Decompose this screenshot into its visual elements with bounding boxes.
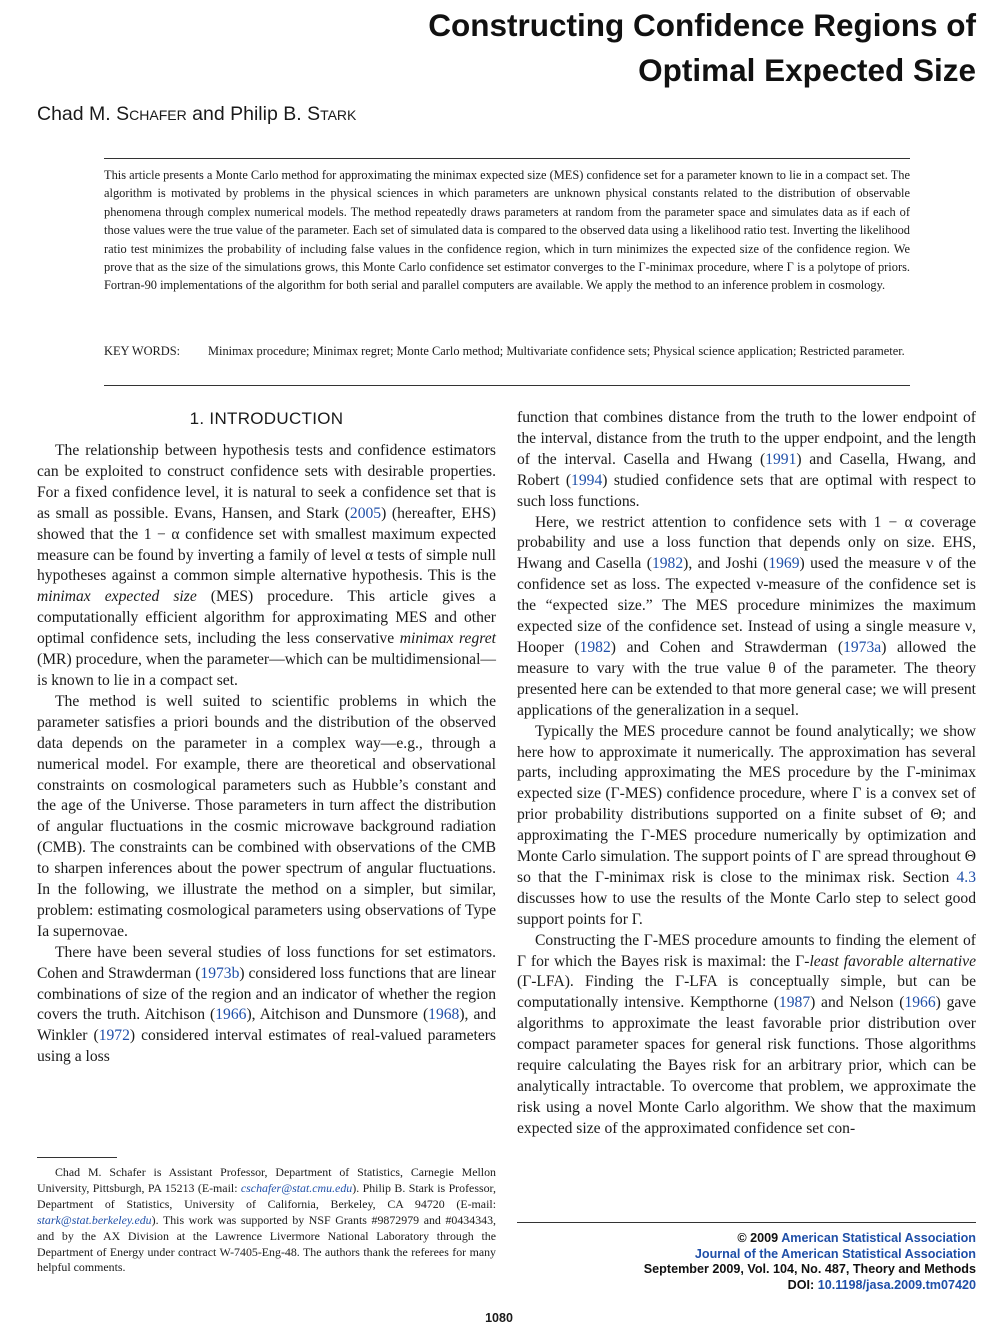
citation-link[interactable]: 1969	[768, 555, 800, 573]
title-line-1: Constructing Confidence Regions of	[428, 7, 976, 43]
citation-link[interactable]: 2005	[349, 504, 382, 522]
citation-link[interactable]: 1972	[98, 1027, 130, 1045]
issue-info: September 2009, Vol. 104, No. 487, Theory and Methods	[643, 1262, 976, 1277]
citation-link[interactable]: 1973b	[200, 964, 240, 982]
copyright-block	[517, 1231, 976, 1294]
intro-paragraph-6: Constructing the Γ-MES procedure amounts to finding the element of Γ for which the Bayes risk is maximal: the Γ-least favorable alternative (Γ-LFA). Finding the Γ-LFA is conceptually simple, but can be computationally intensive. Kempthorne (1987) and Nelson (1966) gave algorithms to approximate the least favorable prior distribution over compact parameter spaces for general risk functions. Those algorithms require calculating the Bayes risk for an arbitrary prior, which can be analytically intractable. To overcome that problem, we approximate the risk using a novel Monte Carlo algorithm. We show that the maximum expected size of the approximated confidence set con-	[517, 931, 977, 1137]
intro-paragraph-4: Here, we restrict attention to confidence sets with 1 − α coverage probability and use a loss function that depends only on size. EHS, Hwang and Casella (1982), and Joshi (1969) used the measure ν of the confidence set as loss. The expected ν-measure of the confidence set is the “expected size.” The MES procedure minimizes the maximum expected size of the confidence set. Instead of using a single measure ν, Hooper (1982) and Cohen and Strawderman (1973a) allowed the measure to vary with the true value θ of the parameter. The theory presented here can be extended to that more general case; we will present applications of the generalization in a sequel.	[517, 513, 977, 719]
abstract-bottom-rule	[104, 385, 910, 386]
citation-link[interactable]: 1987	[778, 994, 811, 1012]
author-footnote: Chad M. Schafer is Assistant Professor, Department of Statistics, Carnegie Mellon University, Pittsburgh, PA 15213 (E-mail: cschafer@stat.cmu.edu). Philip B. Stark is Professor, Department of Statistics, University of California, Berkeley, CA 94720 (E-mail: stark@stat.berkeley.edu). This work was supported by NSF Grants #9872979 and #0434343, and by the AX Division at the Lawrence Livermore National Laboratory through the Department of Energy under contract W-7405-Eng-48. The authors thank the referees for many helpful comments.	[37, 1165, 496, 1275]
section-link[interactable]: 4.3	[956, 868, 976, 886]
citation-link[interactable]: 1968	[428, 1006, 460, 1024]
doi-label: DOI:	[787, 1278, 815, 1293]
section-heading: 1. INTRODUCTION	[189, 409, 344, 428]
abstract	[104, 166, 910, 295]
abstract-text: This article presents a Monte Carlo method for approximating the minimax expected size (MES) confidence set for a parameter known to lie in a compact set. The algorithm is motivated by problems in the physical sciences in which parameters are unknown physical constants related to the distribution of observable phenomena through complex numerical models. The method repeatedly draws parameters at random from the parameter space and simulates data as if each of those values were the true value of the parameter. Each set of simulated data is compared to the observed data using a likelihood ratio test. Inverting the likelihood ratio test minimizes the probability of including false values in the confidence region, which in turn minimizes the expected size of the confidence region. We prove that as the size of the simulations grows, this Monte Carlo confidence set estimator converges to the Γ-minimax procedure, where Γ is a polytope of priors. Fortran-90 implementations of the algorithm for both serial and parallel computers are available. We apply the method to an inference problem in cosmology.	[104, 168, 910, 293]
citation-link[interactable]: 1982	[579, 638, 611, 656]
intro-paragraph-3-continued: function that combines distance from the truth to the lower endpoint of the interval, distance from the truth to the upper endpoint, and the length of the interval. Casella and Hwang (1991) and Casella, Hwang, and Robert (1994) studied confidence sets that are optimal with respect to such loss functions.	[517, 409, 976, 510]
doi-link[interactable]: 10.1198/jasa.2009.tm07420	[817, 1278, 976, 1293]
left-column	[37, 408, 496, 1068]
publisher-link[interactable]: American Statistical Association	[781, 1231, 976, 1245]
journal-name[interactable]: Journal of the American Statistical Association	[694, 1246, 976, 1261]
keywords	[104, 342, 910, 360]
keywords-value: Minimax procedure; Minimax regret; Monte Carlo method; Multivariate confidence sets; Physical science application; Restricted parameter.	[208, 344, 905, 358]
author-1-last: Schafer	[116, 103, 187, 125]
author-list	[37, 101, 356, 127]
citation-link[interactable]: 1973a	[843, 638, 882, 656]
citation-link[interactable]: 1966	[215, 1006, 247, 1024]
citation-link[interactable]: 1982	[651, 555, 684, 573]
right-column	[517, 408, 976, 1140]
author-2-last: Stark	[307, 103, 357, 125]
intro-paragraph-1: The relationship between hypothesis tests and confidence estimators can be exploited to construct confidence sets with desirable properties. For a fixed confidence level, it is natural to seek a confidence set that is as small as possible. Evans, Hansen, and Stark (2005) (hereafter, EHS) showed that the 1 − α confidence set with smallest maximum expected measure can be found by inverting a family of level α tests of simple null hypotheses against a common simple alternative hypothesis. This is the minimax expected size (MES) procedure. This article gives a computationally efficient algorithm for approximating MES and other optimal confidence sets, including the less conservative minimax regret (MR) procedure, when the parameter—which can be multidimensional—is known to lie in a compact set.	[37, 442, 496, 689]
title-line-2: Optimal Expected Size	[638, 52, 976, 88]
email-link[interactable]: cschafer@stat.cmu.edu	[240, 1180, 353, 1195]
footnote-rule	[37, 1157, 117, 1158]
intro-paragraph-3: There have been several studies of loss functions for set estimators. Cohen and Strawderman (1973b) considered loss functions that are linear combinations of size of the region and an indicator of whether the region covers the truth. Aitchison (1966), Aitchison and Dunsmore (1968), and Winkler (1972) considered interval estimates of real-valued parameters using a loss	[37, 943, 497, 1066]
author-2-first: Philip B.	[230, 103, 302, 125]
keywords-label: KEY WORDS:	[104, 344, 181, 358]
intro-paragraph-2: The method is well suited to scientific problems in which the parameter satisfies a priori bounds and the distribution of the observed data depends on the parameter in a complex way—e.g., through a numerical model. For example, there are theoretical and observational constraints on cosmological parameters such as Hubble’s constant and the age of the Universe. Those parameters in turn affect the distribution of angular fluctuations in the cosmic microwave background radiation (CMB). The constraints can be combined with observations of the CMB to sharpen inferences about the power spectrum of angular fluctuations. In the following, we illustrate the method on a simpler, but similar, problem: estimating cosmological parameters using observations of Type Ia supernovae.	[37, 692, 496, 940]
citation-link[interactable]: 1966	[904, 994, 936, 1012]
citation-link[interactable]: 1991	[765, 450, 797, 468]
intro-paragraph-5: Typically the MES procedure cannot be found analytically; we show here how to approximate it numerically. The approximation has several parts, including approximating the MES procedure by the Γ-minimax expected size (Γ-MES) confidence procedure, where Γ is a convex set of prior probability distributions supported on a finite subset of Θ; and approximating the Γ-MES procedure numerically by optimization and Monte Carlo simulation. The support points of Γ are spread throughout Θ so that the Γ-minimax risk is close to the minimax risk. Section 4.3 discusses how to use the results of the Monte Carlo step to select good support points for Γ.	[517, 722, 976, 928]
copyright-rule	[517, 1222, 976, 1223]
email-link[interactable]: stark@stat.berkeley.edu	[37, 1212, 152, 1227]
paper-title	[330, 3, 976, 93]
abstract-top-rule	[104, 158, 910, 159]
copyright-year: © 2009	[737, 1231, 779, 1245]
author-1-first: Chad M.	[37, 103, 111, 125]
page-number: 1080	[485, 1311, 513, 1325]
citation-link[interactable]: 1994	[571, 471, 603, 489]
author-conjunction: and	[192, 103, 225, 125]
